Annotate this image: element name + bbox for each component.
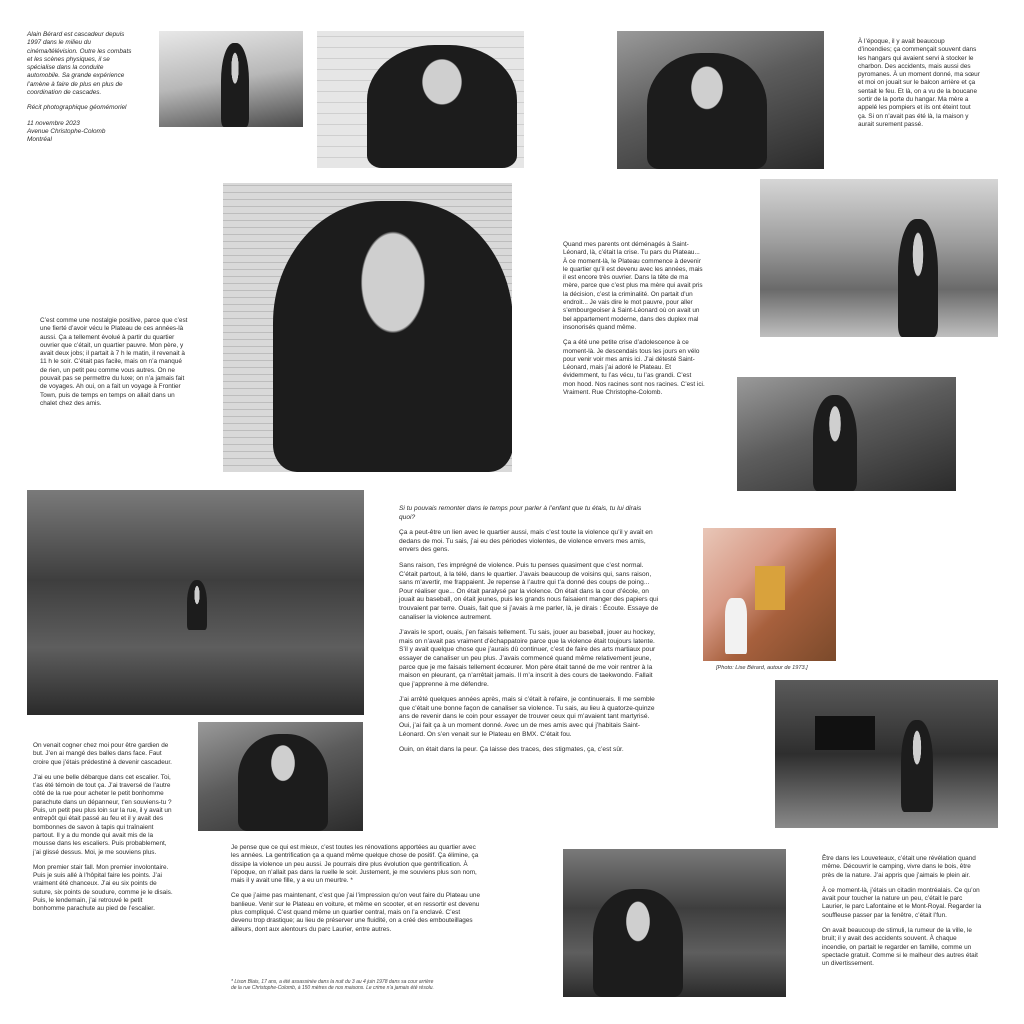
move-paragraph-2: Ça a été une petite crise d’adolescence à ce moment-là. Je descendais tous les jours en vélo pour venir voir mes amis ici. J’ai détesté Saint-Léonard, mais j’ai adoré le Plateau. Et évidemment, tu l’as vécu, tu l’as grandi. C’est mon hood. Nos racines sont nos racines. C’est ici. Vraiment. Rue Christophe-Colomb. bbox=[563, 339, 705, 397]
photo-stairs-portrait bbox=[198, 722, 363, 831]
nostalgia-text: C’est comme une nostalgie positive, parce que c’est une fierté d’avoir vécu le Plateau de ces années-là aussi. Ça a tellement évolué à partir du quartier ouvrier que c’était, un quartier pauvre. Mon père, y avait deux jobs; il partait à 7 h le matin, il revenait à 11 h le soir. C’était pas facile, mais on n’a manqué de rien, un petit peu comme vous autres. On ne pouvait pas se permettre du luxe; on n’a jamais fait de voyages. Ah oui, on a fait un voyage à Frontier Town, puis de temps en temps on allait dans un chalet chez des amis. bbox=[40, 317, 188, 407]
fire-story-text: À l’époque, il y avait beaucoup d’incendies; ça commençait souvent dans les hangars qui avaient servi à stocker le charbon. Des accidents, mais aussi des pyromanes. À un moment donné, ma sœur et moi on jouait sur le balcon arrière et ça sentait le feu. Et là, on a vu de la boucane sortir de la porte du hangar. Ma mère a appelé les pompiers et ils ont éteint tout ça. Si on n’avait pas été là, la maison y aurait surement passé. bbox=[858, 38, 980, 128]
nature-paragraph-3: On avait beaucoup de stimuli, la rumeur de la ville, le bruit; il y avait des accidents souvent. À chaque incendie, on partait le regarder en famille, comme un spectacle gratuit. Comme si le malheur des autres était un divertissement. bbox=[822, 927, 978, 968]
nature-paragraph-2: À ce moment-là, j’étais un citadin montréalais. Ce qu’on avait pour toucher la nature un peu, c’était le parc Laurier, le parc Lafontaine et le Mont-Royal. Regarder la souffleuse passer par la fenêtre, c’était l’fun. bbox=[822, 886, 982, 919]
photo-childhood-color bbox=[703, 528, 836, 661]
violence-paragraph-2: Sans raison, t’es imprégné de violence. Puis tu penses quasiment que c’est normal. C’était partout, à la télé, dans le quartier. J’avais beaucoup de voisins qui, sans raison, sans m’avertir, me frappaient. Je repense à l’autre qui t’a donné des coups de poing... Pour réaliser que... On était paralysé par la violence. On était dans la cour d’école, on jouait au baseball, on était jeunes, puis les grands nous faisaient manger des papiers qui trouvaient par terre. Ouais, fait que si j’avais à me parler, là, je dirais : Écoute. Essaye de canaliser la violence autrement. bbox=[399, 561, 659, 621]
bio-text: Alain Bérard est cascadeur depuis 1997 dans le milieu du cinéma/télévision. Outre les combats et les scènes physiques, il se spécialise dans la conduite automobile. Sa grande expérience l’amène à faire de plus en plus de coordination de cascades. bbox=[27, 31, 132, 97]
photo-caption: [Photo: Lise Bérard, autour de 1973.] bbox=[716, 665, 808, 671]
photo-shed-portrait bbox=[617, 31, 824, 169]
photo-interior bbox=[775, 680, 998, 828]
place-text: Avenue Christophe-Colomb bbox=[27, 127, 106, 135]
photo-street bbox=[760, 179, 998, 337]
violence-paragraph-4: J’ai arrêté quelques années après, mais si c’était à refaire, je continuerais. Il me semble que c’était une bonne façon de canaliser sa violence. Tu sais, au lieu à quatorze-quinze ans de revenir dans le coin pour essayer de trouver ceux qui m’avaient tant martyrisé. Oui, j’ai fait ça à un moment donné. Avec un de mes amis avec qui j’habitais Saint-Léonard. On s’en venait sur le Plateau en BMX. C’était fou. bbox=[399, 696, 655, 738]
photo-street-portrait bbox=[563, 849, 786, 997]
nature-paragraph-1: Être dans les Louveteaux, c’était une révélation quand même. Découvrir le camping, vivre dans le bois, être près de la nature. J’ai appris que j’aimais le plein air. bbox=[822, 855, 976, 879]
move-text bbox=[563, 241, 705, 404]
violence-paragraph-1: Ça a peut-être un lien avec le quartier aussi, mais c’est toute la violence qu’il y avait en dedans de moi. Tu sais, j’ai eu des périodes violentes, de violence envers mes amis, envers des gens. bbox=[399, 529, 653, 554]
stairs-paragraph-1: On venait cogner chez moi pour être gardien de but. J’en ai mangé des balles dans face. Faut croire que j’étais prédestiné à devenir cascadeur. bbox=[33, 742, 172, 766]
city-text: Montréal bbox=[27, 136, 52, 144]
renovation-paragraph-1: Je pense que ce qui est mieux, c’est toutes les rénovations apportées au quartier avec les années. La gentrification ça a quand même quelque chose de positif. Ça élimine, ça dissipe la violence un peu aussi. Je pourrais dire plus évolution que gentrification. À l’époque, on n’allait pas dans la ruelle le soir. Justement, je me souviens plus son nom, mais il y avait une fille, y a eu un meurtre. * bbox=[231, 844, 479, 885]
stairs-text bbox=[33, 742, 173, 921]
intro-bio bbox=[27, 31, 137, 145]
genre-text: Récit photographique géomémoriel bbox=[27, 104, 127, 112]
renovation-text bbox=[231, 844, 481, 941]
question-text: Si tu pouvais remonter dans le temps pour parler à l’enfant que tu étais, tu lui dirais quoi? bbox=[399, 505, 642, 521]
renovation-paragraph-2: Ce que j’aime pas maintenant, c’est que j’ai l’impression qu’on veut faire du Plateau une banlieue. Venir sur le Plateau en voiture, et même en scooter, et en ressortir est devenu plus compliqué. C’est quand même un quartier central, mais on l’a enclavé. C’est devenu trop drastique; au lieu de préserver une fluidité, on a créé des embouteillages ailleurs, dont aux alentours du parc Laurier, entre autres. bbox=[231, 892, 481, 933]
violence-paragraph-5: Ouin, on était dans la peur. Ça laisse des traces, des stigmates, ça, c’est sûr. bbox=[399, 746, 624, 754]
footnote: * Lison Blais, 17 ans, a été assassinée dans la nuit du 3 au 4 juin 1978 dans sa cour arrière de la rue Christophe-Colomb, à 150 mètres de nos maisons. Le crime n’a jamais été résolu. bbox=[231, 979, 434, 992]
date-text: 11 novembre 2023 bbox=[27, 119, 80, 127]
move-paragraph-1: Quand mes parents ont déménagés à Saint-Léonard, là, c’était la crise. Tu pars du Plateau... À ce moment-là, le Plateau commence à devenir le quartier qu’il est devenu avec les années, mais il est encore très ouvrier. Dans la tête de ma mère, parce que c’est plus ma mère qui avait pris la décision, c’est la criminalité. On partait d’un endroit... Je vais dire le mot pauvre, pour aller s’embourgeoiser à Saint-Léonard où on avait un bel appartement moderne, dans des duplex mal insonorisés quand même. bbox=[563, 241, 703, 331]
photo-building-stairs bbox=[27, 490, 364, 715]
nature-text bbox=[822, 855, 982, 976]
photo-siding-portrait bbox=[317, 31, 524, 168]
photo-balcony bbox=[737, 377, 956, 491]
photo-yard bbox=[159, 31, 303, 127]
interview-text bbox=[399, 505, 659, 762]
stairs-paragraph-3: Mon premier stair fall. Mon premier involontaire. Puis je suis allé à l’hôpital faire les points. J’ai vraiment été chanceux. J’ai eu six points de suture, six points de soudure, comme je le disais. Puis, le lendemain, j’ai retrouvé le petit bonhomme parachute au pied de l’escalier. bbox=[33, 863, 173, 913]
violence-paragraph-3: J’avais le sport, ouais, j’en faisais tellement. Tu sais, jouer au baseball, jouer au hockey, mais on n’avait pas vraiment d’échappatoire parce que la violence était toujours latente. S’il y avait quelque chose que j’aurais dû continuer, c’est de faire des arts martiaux pour essayer de canaliser un peu plus. J’avais commencé quand même relativement jeune, parce que je me faisais tellement écœurer. Mon père était tanné de me voir rentrer à la maison en pleurant, ça n’arrêtait jamais. Il m’a inscrit à des cours de taekwondo. Fallait que j’apprenne à me défendre. bbox=[399, 629, 656, 688]
photo-large-portrait bbox=[223, 183, 512, 472]
stairs-paragraph-2: J’ai eu une belle débarque dans cet escalier. Toi, t’as été témoin de tout ça. J’ai traversé de l’autre côté de la rue pour acheter le petit bonhomme parachute dans un dépanneur, t’en souviens-tu ? Puis, un petit peu plus loin sur la rue, il y avait un entrepôt qui était passé au feu et il y avait des bombonnes de savon à tapis qui traînaient partout. Il y a du monde qui avait mis de la mousse dans les escaliers. Puis probablement, j’ai glissé dessus. Moi, je me souviens plus. bbox=[33, 773, 172, 856]
